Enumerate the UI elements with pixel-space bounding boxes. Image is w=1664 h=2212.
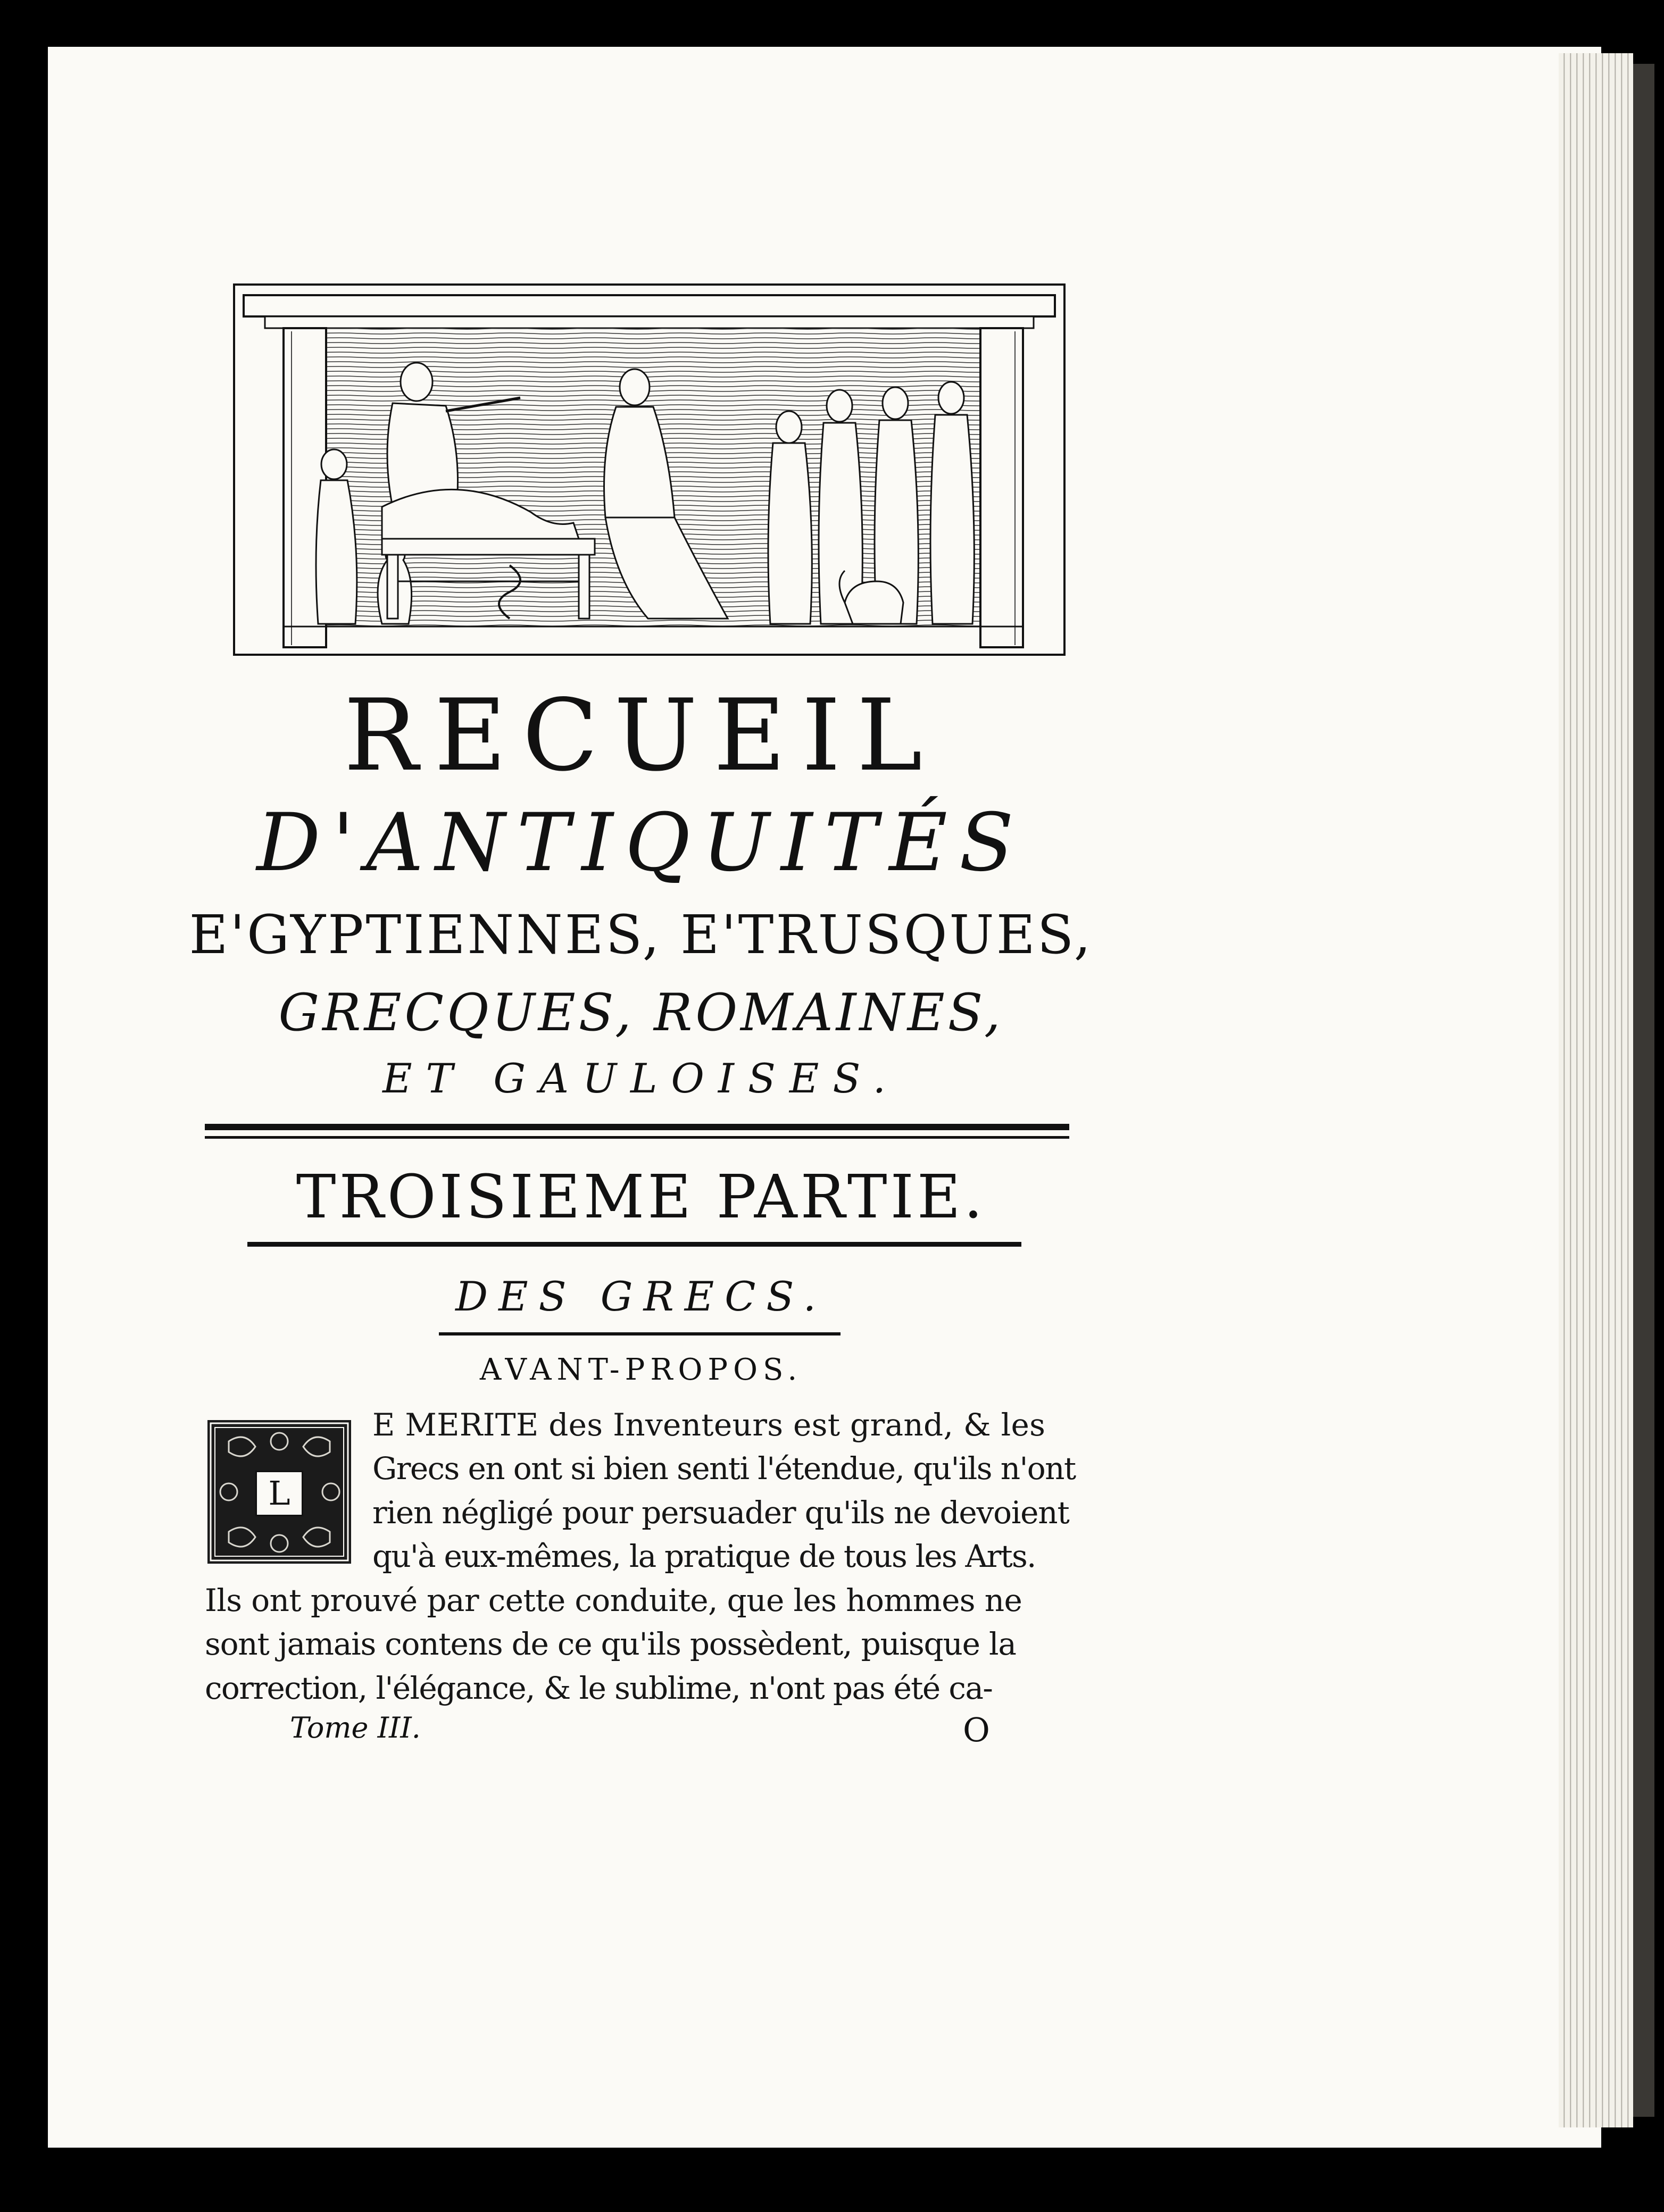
vignette-engraving [233, 283, 1066, 656]
book-cover-edge [1633, 64, 1654, 2117]
body-line-4: qu'à eux-mêmes, la pratique de tous les Arts. [372, 1538, 1036, 1574]
body-line-5: Ils ont prouvé par cette conduite, que les hommes ne [205, 1582, 1022, 1618]
title-line-egyptiennes: E'GYPTIENNES, E'TRUSQUES, [189, 904, 1093, 966]
part-heading: TROISIEME PARTIE. [296, 1163, 986, 1232]
title-line-gauloises: ET GAULOISES. [382, 1055, 900, 1102]
partie-rule [247, 1242, 1021, 1247]
double-rule-top [205, 1124, 1069, 1130]
title-line-antiquites: D'ANTIQUITÉS [256, 797, 1026, 889]
title-line-recueil: RECUEIL [344, 678, 938, 793]
section-heading: DES GRECS. [455, 1273, 827, 1320]
volume-marker: Tome III. [290, 1711, 421, 1744]
ornamental-dropcap [207, 1420, 351, 1564]
relief-engraving-icon [233, 283, 1066, 656]
double-rule-bottom [205, 1136, 1069, 1139]
body-line-7: correction, l'élégance, & le sublime, n'ont pas été ca- [205, 1670, 993, 1706]
title-line-grecques: GRECQUES, ROMAINES, [278, 983, 1004, 1042]
subsection-heading: AVANT-PROPOS. [479, 1353, 803, 1387]
dropcap-letter: L [255, 1471, 303, 1516]
book-page-edges [1559, 53, 1633, 2127]
section-rule [439, 1332, 841, 1335]
signature-mark: O [963, 1710, 990, 1749]
body-line-2: Grecs en ont si bien senti l'étendue, qu'ils n'ont [372, 1450, 1076, 1487]
body-line-6: sont jamais contens de ce qu'ils possèdent, puisque la [205, 1626, 1016, 1662]
body-line-3: rien négligé pour persuader qu'ils ne devoient [372, 1495, 1069, 1531]
body-line-1: E MERITE des Inventeurs est grand, & les [372, 1407, 1046, 1443]
